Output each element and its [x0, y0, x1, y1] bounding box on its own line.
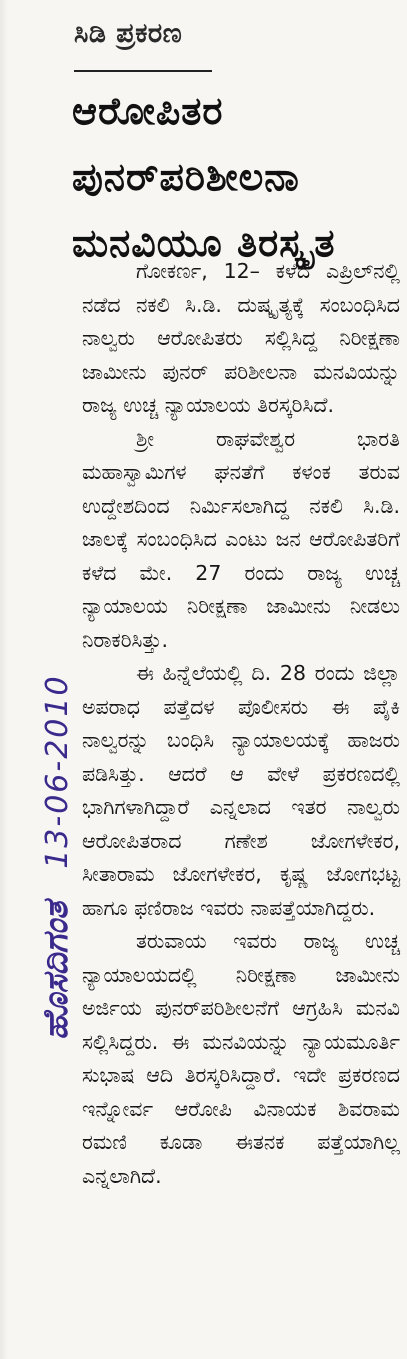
article-paragraph: ಗೋಕರ್ಣ, 12– ಕಳೆದ ಎಪ್ರಿಲ್‌ನಲ್ಲಿ ನಡೆದ ನಕಲಿ ಸಿ.ಡಿ. ದುಷ್ಕೃತ್ಯಕ್ಕೆ ಸಂಬಂಧಿಸಿದ ನಾಲ್ವರು ಆರೋಪಿತರು ಸಲ್ಲಿಸಿದ್ದ ನಿರೀಕ್ಷಣಾ ಜಾಮೀನು ಪುನರ್ ಪರಿಶೀಲನಾ ಮನವಿಯನ್ನು ರಾಜ್ಯ ಉಚ್ಚ ನ್ಯಾಯಾಲಯ ತಿರಸ್ಕರಿಸಿದೆ. — [82, 259, 400, 417]
headline-line-3: ಮನವಿಯೂ ತಿರಸ್ಕೃತ — [72, 221, 336, 265]
headline-line-2: ಪುನರ್‌ಪರಿಶೀಲನಾ — [72, 155, 300, 199]
article-paragraph: ಶ್ರೀ ರಾಘವೇಶ್ವರ ಭಾರತಿ ಮಹಾಸ್ವಾಮಿಗಳ ಘನತೆಗೆ ಕಳಂಕ ತರುವ ಉದ್ದೇಶದಿಂದ ನಿರ್ಮಿಸಲಾಗಿದ್ದ ನಕಲಿ ಸಿ.ಡಿ. ಜಾಲಕ್ಕೆ ಸಂಬಂಧಿಸಿದ ಎಂಟು ಜನ ಆರೋಪಿತರಿಗೆ ಕಳೆದ ಮೇ. 27 ರಂದು ರಾಜ್ಯ ಉಚ್ಚ ನ್ಯಾಯಾಲಯ ನಿರೀಕ್ಷಣಾ ಜಾಮೀನು ನೀಡಲು ನಿರಾಕರಿಸಿತ್ತು. — [82, 426, 400, 652]
source-date: 13-06-2010 — [40, 674, 75, 869]
article-paragraph: ಈ ಹಿನ್ನೆಲೆಯಲ್ಲಿ ದಿ. 28 ರಂದು ಜಿಲ್ಲಾ ಅಪರಾಧ ಪತ್ತೆದಳ ಪೊಲೀಸರು ಈ ಪೈಕಿ ನಾಲ್ವರನ್ನು ಬಂಧಿಸಿ ನ್ಯಾಯಾಲಯಕ್ಕೆ ಹಾಜರು ಪಡಿಸಿತ್ತು. ಆದರೆ ಆ ವೇಳೆ ಪ್ರಕರಣದಲ್ಲಿ ಭಾಗಿಗಳಾಗಿದ್ದಾರೆ ಎನ್ನಲಾದ ಇತರ ನಾಲ್ವರು ಆರೋಪಿತರಾದ ಗಣೇಶ ಜೋಗಳೇಕರ, ಸೀತಾರಾಮ ಜೋಗಳೇಕರ, ಕೃಷ್ಣ ಜೋಗಭಟ್ಟ ಹಾಗೂ ಫಣಿರಾಜ ಇವರು ನಾಪತ್ತೆಯಾಗಿದ್ದರು. — [82, 661, 400, 920]
handwritten-source-note — [36, 674, 76, 1040]
clipping-edge — [0, 0, 8, 1359]
article-body — [82, 255, 400, 1193]
article-paragraph: ತರುವಾಯ ಇವರು ರಾಜ್ಯ ಉಚ್ಚ ನ್ಯಾಯಾಲಯದಲ್ಲಿ ನಿರೀಕ್ಷಣಾ ಜಾಮೀನು ಅರ್ಜಿಯ ಪುನರ್‌ಪರಿಶೀಲನೆಗೆ ಆಗ್ರಹಿಸಿ ಮನವಿ ಸಲ್ಲಿಸಿದ್ದರು. ಈ ಮನವಿಯನ್ನು ನ್ಯಾಯಮೂರ್ತಿ ಸುಭಾಷ ಆದಿ ತಿರಸ್ಕರಿಸಿದ್ದಾರೆ. ಇದೇ ಪ್ರಕರಣದ ಇನ್ನೋರ್ವ ಆರೋಪಿ ವಿನಾಯಕ ಶಿವರಾಮ ರಮಣಿ ಕೂಡಾ ಈತನಕ ಪತ್ತೆಯಾಗಿಲ್ಲ ಎನ್ನಲಾಗಿದೆ. — [82, 929, 400, 1188]
source-newspaper-name: ಹೊಸದಿಗಂತ — [36, 901, 76, 1040]
article-headline — [72, 78, 402, 276]
kicker-divider — [74, 70, 212, 72]
headline-line-1: ಆರೋಪಿತರ — [72, 89, 224, 133]
article-kicker: ಸಿಡಿ ಪ್ರಕರಣ — [74, 18, 183, 49]
